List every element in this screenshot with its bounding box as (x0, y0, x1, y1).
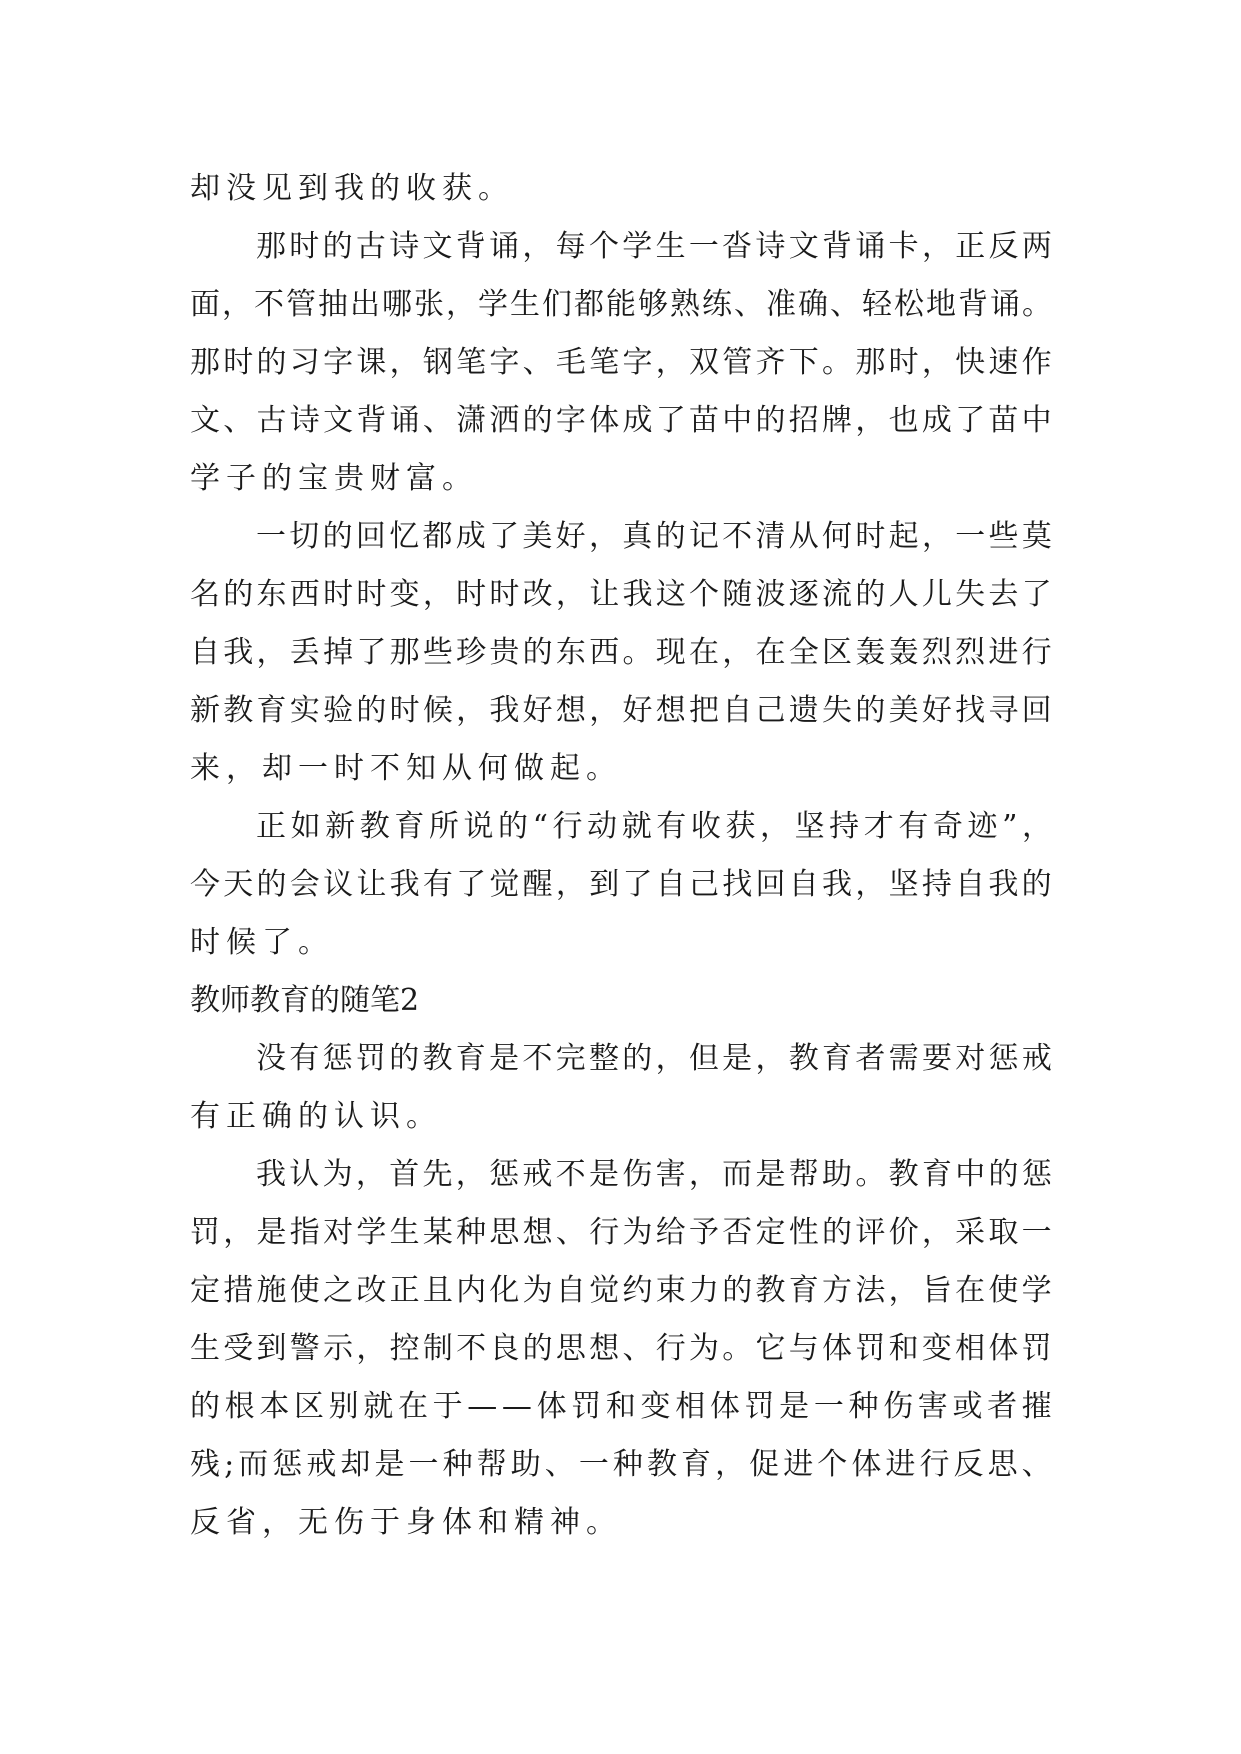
text-line: 一 切 的 回 忆 都 成 了 美 好 ， 真 的 记 不 清 从 何 时 起 ， 一 些 莫 (256, 519, 1052, 554)
text-line: 我 认 为 ， 首 先 ， 惩 戒 不 是 伤 害 ， 而 是 帮 助 。 教 育 中 的 惩 (256, 1157, 1052, 1192)
paragraph (190, 798, 1052, 972)
paragraph (190, 508, 1052, 798)
text-line: 来，却一时不知从何做起。 (190, 751, 622, 786)
text-line: 反省，无伤于身体和精神。 (190, 1505, 622, 1540)
text-line: 那 时 的 古 诗 文 背 诵 ， 每 个 学 生 一 沓 诗 文 背 诵 卡 ， 正 反 两 (256, 229, 1052, 264)
text-line: 罚 ， 是 指 对 学 生 某 种 思 想 、 行 为 给 予 否 定 性 的 评 价 ， 采 取 一 (190, 1215, 1052, 1250)
text-line: 残 ; 而 惩 戒 却 是 一 种 帮 助 、 一 种 教 育 ， 促 进 个 体 进 行 反 思 、 (190, 1447, 1052, 1482)
paragraph (190, 1146, 1052, 1552)
text-line: 有正确的认识。 (190, 1099, 442, 1134)
text-line: 那 时 的 习 字 课 ， 钢 笔 字 、 毛 笔 字 ， 双 管 齐 下 。 那 时 ， 快 速 作 (190, 345, 1052, 380)
paragraph (190, 218, 1052, 508)
section-heading: 教师教育的随笔2 (190, 983, 420, 1018)
text-line: 自 我 ， 丢 掉 了 那 些 珍 贵 的 东 西 。 现 在 ， 在 全 区 轰 轰 烈 烈 进 行 (190, 635, 1052, 670)
text-line: 面 ， 不 管 抽 出 哪 张 ， 学 生 们 都 能 够 熟 练 、 准 确 、 轻 松 地 背 诵 。 (190, 287, 1052, 322)
text-line: 的 根 本 区 别 就 在 于 — — 体 罚 和 变 相 体 罚 是 一 种 伤 害 或 者 摧 (190, 1389, 1052, 1424)
paragraph (190, 160, 1052, 218)
text-line: 正 如 新 教 育 所 说 的 “ 行 动 就 有 收 获 ， 坚 持 才 有 奇 迹 ” ， (256, 809, 1052, 844)
document-page (190, 160, 1052, 1552)
paragraph (190, 1030, 1052, 1146)
text-line: 学子的宝贵财富。 (190, 461, 478, 496)
text-line: 名 的 东 西 时 时 变 ， 时 时 改 ， 让 我 这 个 随 波 逐 流 的 人 儿 失 去 了 (190, 577, 1052, 612)
text-line: 文 、 古 诗 文 背 诵 、 潇 洒 的 字 体 成 了 苗 中 的 招 牌 ， 也 成 了 苗 中 (190, 403, 1052, 438)
text-line: 生 受 到 警 示 ， 控 制 不 良 的 思 想 、 行 为 。 它 与 体 罚 和 变 相 体 罚 (190, 1331, 1052, 1366)
text-line: 新 教 育 实 验 的 时 候 ， 我 好 想 ， 好 想 把 自 己 遗 失 的 美 好 找 寻 回 (190, 693, 1052, 728)
text-line: 却没见到我的收获。 (190, 171, 514, 206)
text-line: 今 天 的 会 议 让 我 有 了 觉 醒 ， 到 了 自 己 找 回 自 我 ， 坚 持 自 我 的 (190, 867, 1052, 902)
text-line: 定 措 施 使 之 改 正 且 内 化 为 自 觉 约 束 力 的 教 育 方 法 ， 旨 在 使 学 (190, 1273, 1052, 1308)
text-line: 时候了。 (190, 925, 334, 960)
text-line: 没 有 惩 罚 的 教 育 是 不 完 整 的 ， 但 是 ， 教 育 者 需 要 对 惩 戒 (256, 1041, 1052, 1076)
